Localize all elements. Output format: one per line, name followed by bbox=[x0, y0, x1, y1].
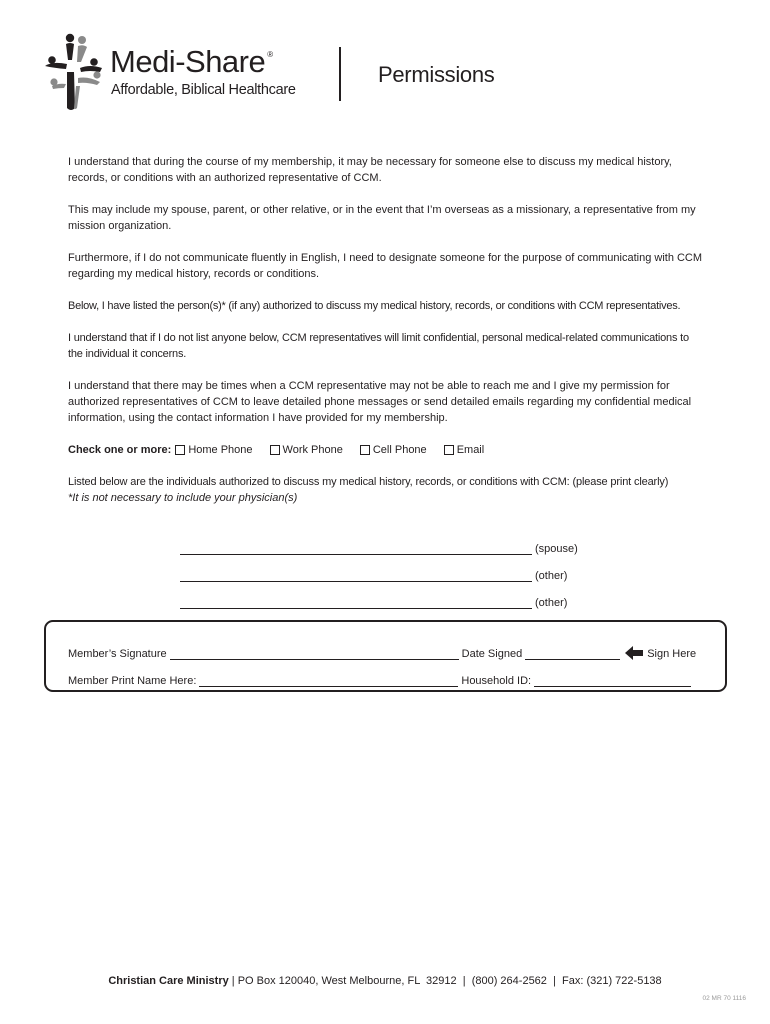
name-label: (spouse) bbox=[535, 543, 578, 555]
checkbox-label: Cell Phone bbox=[372, 444, 427, 456]
checkbox-box[interactable] bbox=[360, 445, 370, 455]
name-label: (other) bbox=[535, 597, 568, 609]
paragraph: Furthermore, if I do not communicate fluently in English, I need to designate someone for the purpose of communicating with CCM regarding my medical history, records or conditions. bbox=[68, 252, 703, 280]
checkbox-label: Work Phone bbox=[282, 444, 343, 456]
other-name-field-2[interactable] bbox=[180, 596, 532, 609]
name-row-other bbox=[180, 582, 578, 609]
paragraph: This may include my spouse, parent, or other relative, or in the event that I’m overseas as a missionary, a representative from my mission organization. bbox=[68, 204, 696, 232]
authorized-names bbox=[180, 528, 578, 609]
checkbox-box[interactable] bbox=[444, 445, 454, 455]
date-signed-label: Date Signed bbox=[461, 648, 523, 660]
brand-name: Medi-Share ® bbox=[110, 44, 273, 79]
signature-row bbox=[68, 644, 708, 660]
page-header bbox=[0, 0, 770, 120]
paragraph: I understand that there may be times when a CCM representative may not be able to reach me and I give my permission for authorized representatives of CCM to leave detailed phone messages or send detailed emails regarding my confidential medical information, using the contact information I have provided for my membership. bbox=[68, 380, 692, 424]
member-signature-label: Member’s Signature bbox=[68, 648, 167, 660]
registered-mark: ® bbox=[267, 50, 273, 59]
signature-box bbox=[44, 620, 727, 692]
permissions-body bbox=[68, 154, 704, 506]
arrow-left-icon bbox=[625, 646, 643, 660]
spouse-name-field[interactable] bbox=[180, 542, 532, 555]
cross-people-logo-icon bbox=[42, 32, 106, 112]
form-code: 02 MR 70 1116 bbox=[702, 995, 746, 1002]
checkbox-home-phone[interactable] bbox=[175, 442, 252, 458]
paragraph: Below, I have listed the person(s)* (if any) authorized to discuss my medical history, records, or conditions with CCM representatives. bbox=[68, 300, 681, 312]
checkbox-email[interactable] bbox=[444, 442, 485, 458]
household-id-field[interactable] bbox=[534, 676, 691, 687]
footer-address: | PO Box 120040, West Melbourne, FL 32912 | (800) 264-2562 | Fax: (321) 722-5138 bbox=[228, 975, 662, 987]
header-divider bbox=[339, 47, 341, 101]
check-lead-label: Check one or more: bbox=[68, 444, 172, 456]
household-id-label: Household ID: bbox=[461, 675, 532, 687]
print-name-label: Member Print Name Here: bbox=[68, 675, 197, 687]
brand-tagline: Affordable, Biblical Healthcare bbox=[111, 82, 296, 98]
print-name-field[interactable] bbox=[199, 676, 458, 687]
print-name-row bbox=[68, 671, 708, 687]
checkbox-box[interactable] bbox=[270, 445, 280, 455]
name-row-other bbox=[180, 555, 578, 582]
contact-method-checkboxes bbox=[68, 442, 704, 458]
paragraph: I understand that during the course of my membership, it may be necessary for someone else to discuss my medical history, records, or conditions with an authorized representative of CCM. bbox=[68, 156, 672, 184]
checkbox-label: Home Phone bbox=[188, 444, 253, 456]
sign-here-label: Sign Here bbox=[647, 648, 697, 660]
other-name-field-1[interactable] bbox=[180, 569, 532, 582]
member-signature-field[interactable] bbox=[170, 649, 459, 660]
checkbox-box[interactable] bbox=[175, 445, 185, 455]
checkbox-label: Email bbox=[456, 444, 485, 456]
footer-org: Christian Care Ministry bbox=[108, 975, 229, 987]
name-label: (other) bbox=[535, 570, 568, 582]
name-row-spouse bbox=[180, 528, 578, 555]
paragraph: I understand that if I do not list anyone below, CCM representatives will limit confidential, personal medical-related communications to the individual it concerns. bbox=[68, 332, 689, 360]
date-signed-field[interactable] bbox=[525, 649, 620, 660]
checkbox-work-phone[interactable] bbox=[270, 442, 343, 458]
listed-intro: Listed below are the individuals authorized to discuss my medical history, records, or conditions with CCM: (please print clearly) bbox=[68, 476, 669, 488]
page-footer bbox=[0, 975, 770, 987]
page-title: Permissions bbox=[378, 62, 495, 87]
physician-note: *It is not necessary to include your physician(s) bbox=[68, 492, 298, 504]
checkbox-cell-phone[interactable] bbox=[360, 442, 427, 458]
